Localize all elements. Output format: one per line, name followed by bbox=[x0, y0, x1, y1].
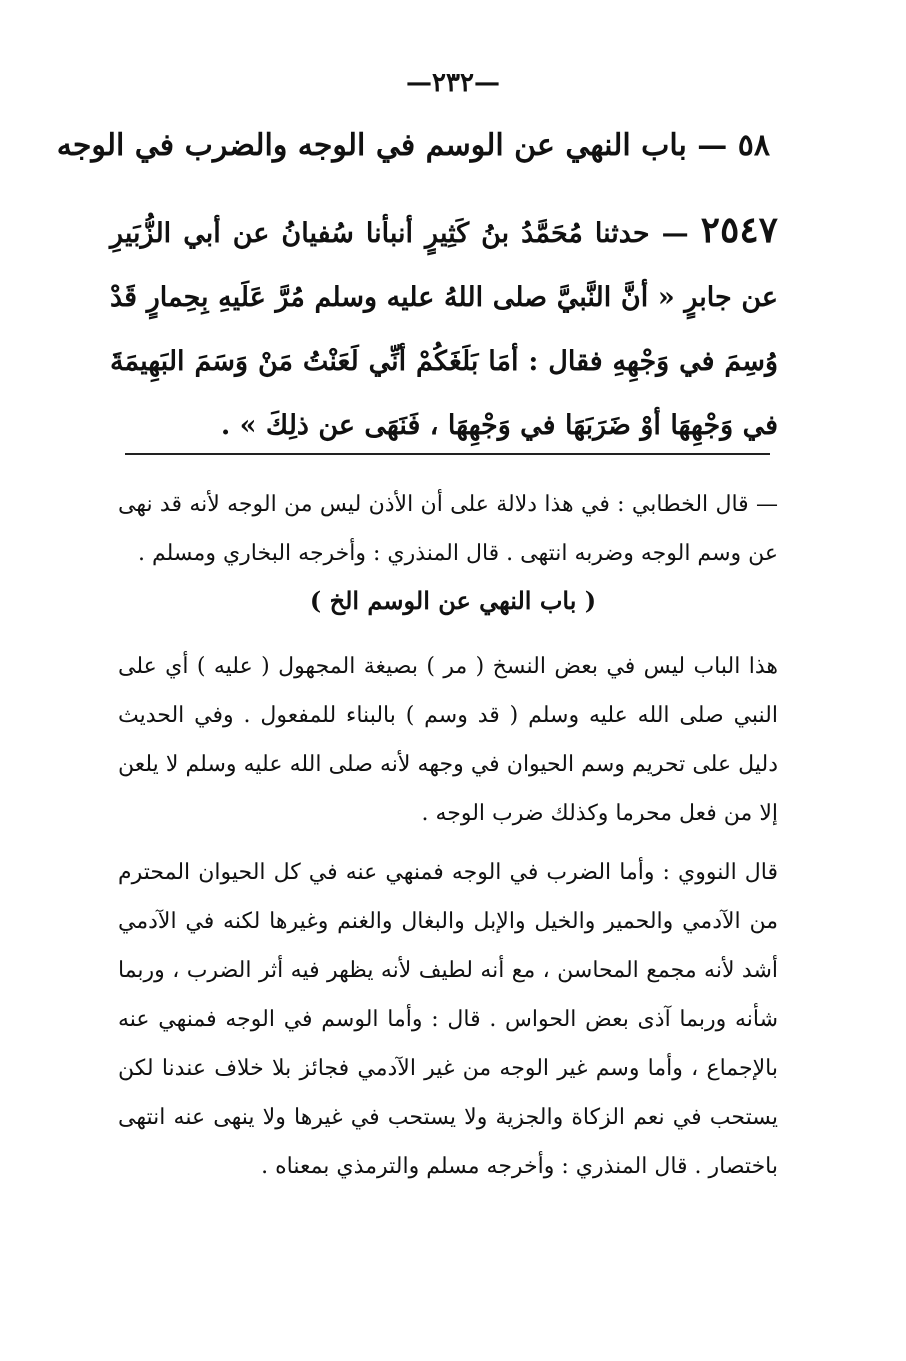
commentary-section-heading: ( باب النهي عن الوسم الخ ) bbox=[309, 586, 597, 615]
commentary-khattabi: — قال الخطابي : في هذا دلالة على أن الأذن ليس من الوجه لأنه قد نهى عن وسم الوجه وضربه انتهى . قال المنذري : وأخرجه البخاري ومسلم . bbox=[118, 492, 778, 566]
commentary-nawawi: قال النووي : وأما الضرب في الوجه فمنهي عنه في كل الحيوان المحترم من الآدمي والحمير والخيل والإبل والبغال والغنم وغيرها لكنه في الآدمي أشد لأنه مجمع المحاسن ، مع أنه لطيف لأنه يظهر فيه أثر الضرب ، وربما شأنه وربما آذى بعض الحواس . قال : وأما الوسم في الوجه فمنهي عنه بالإجماع ، وأما وسم غير الوجه من غير الآدمي فجائز بلا خلاف عندنا لكن يستحب في نعم الزكاة والجزية ولا يستحب في غيرها ولا ينهى عنه انتهى باختصار . قال المنذري : وأخرجه مسلم والترمذي بمعناه . bbox=[118, 860, 779, 1179]
hadith-block bbox=[110, 198, 778, 458]
page-number: —٢٣٢— bbox=[406, 68, 500, 98]
footnote-separator bbox=[125, 453, 770, 455]
chapter-title: ٥٨ — باب النهي عن الوسم في الوجه والضرب في الوجه bbox=[56, 128, 770, 163]
hadith-number: ٢٥٤٧ bbox=[700, 209, 778, 251]
commentary-explanation: هذا الباب ليس في بعض النسخ ( مر ) بصيغة المجهول ( عليه ) أي على النبي صلى الله عليه وسلم ( قد وسم ) بالبناء للمفعول . وفي الحديث دليل على تحريم وسم الحيوان في وجهه لأنه صلى الله عليه وسلم لا يلعن إلا من فعل محرما وكذلك ضرب الوجه . bbox=[118, 654, 778, 826]
hadith-text: — حدثنا مُحَمَّدُ بنُ كَثِيرٍ أنبأنا سُفيانُ عن أبي الزُّبَيرِ عن جابرٍ « أنَّ النَّبيَّ صلى اللهُ عليه وسلم مُرَّ عَلَيهِ بِحِمارٍ قَدْ وُسِمَ في وَجْهِهِ فقال : أمَا بَلَغَكُمْ أنِّي لَعَنْتُ مَنْ وَسَمَ البَهِيمَةَ في وَجْهِهَا أوْ ضَرَبَهَا في وَجْهِهَا ، فَنَهَى عن ذلِكَ » . bbox=[110, 218, 778, 441]
